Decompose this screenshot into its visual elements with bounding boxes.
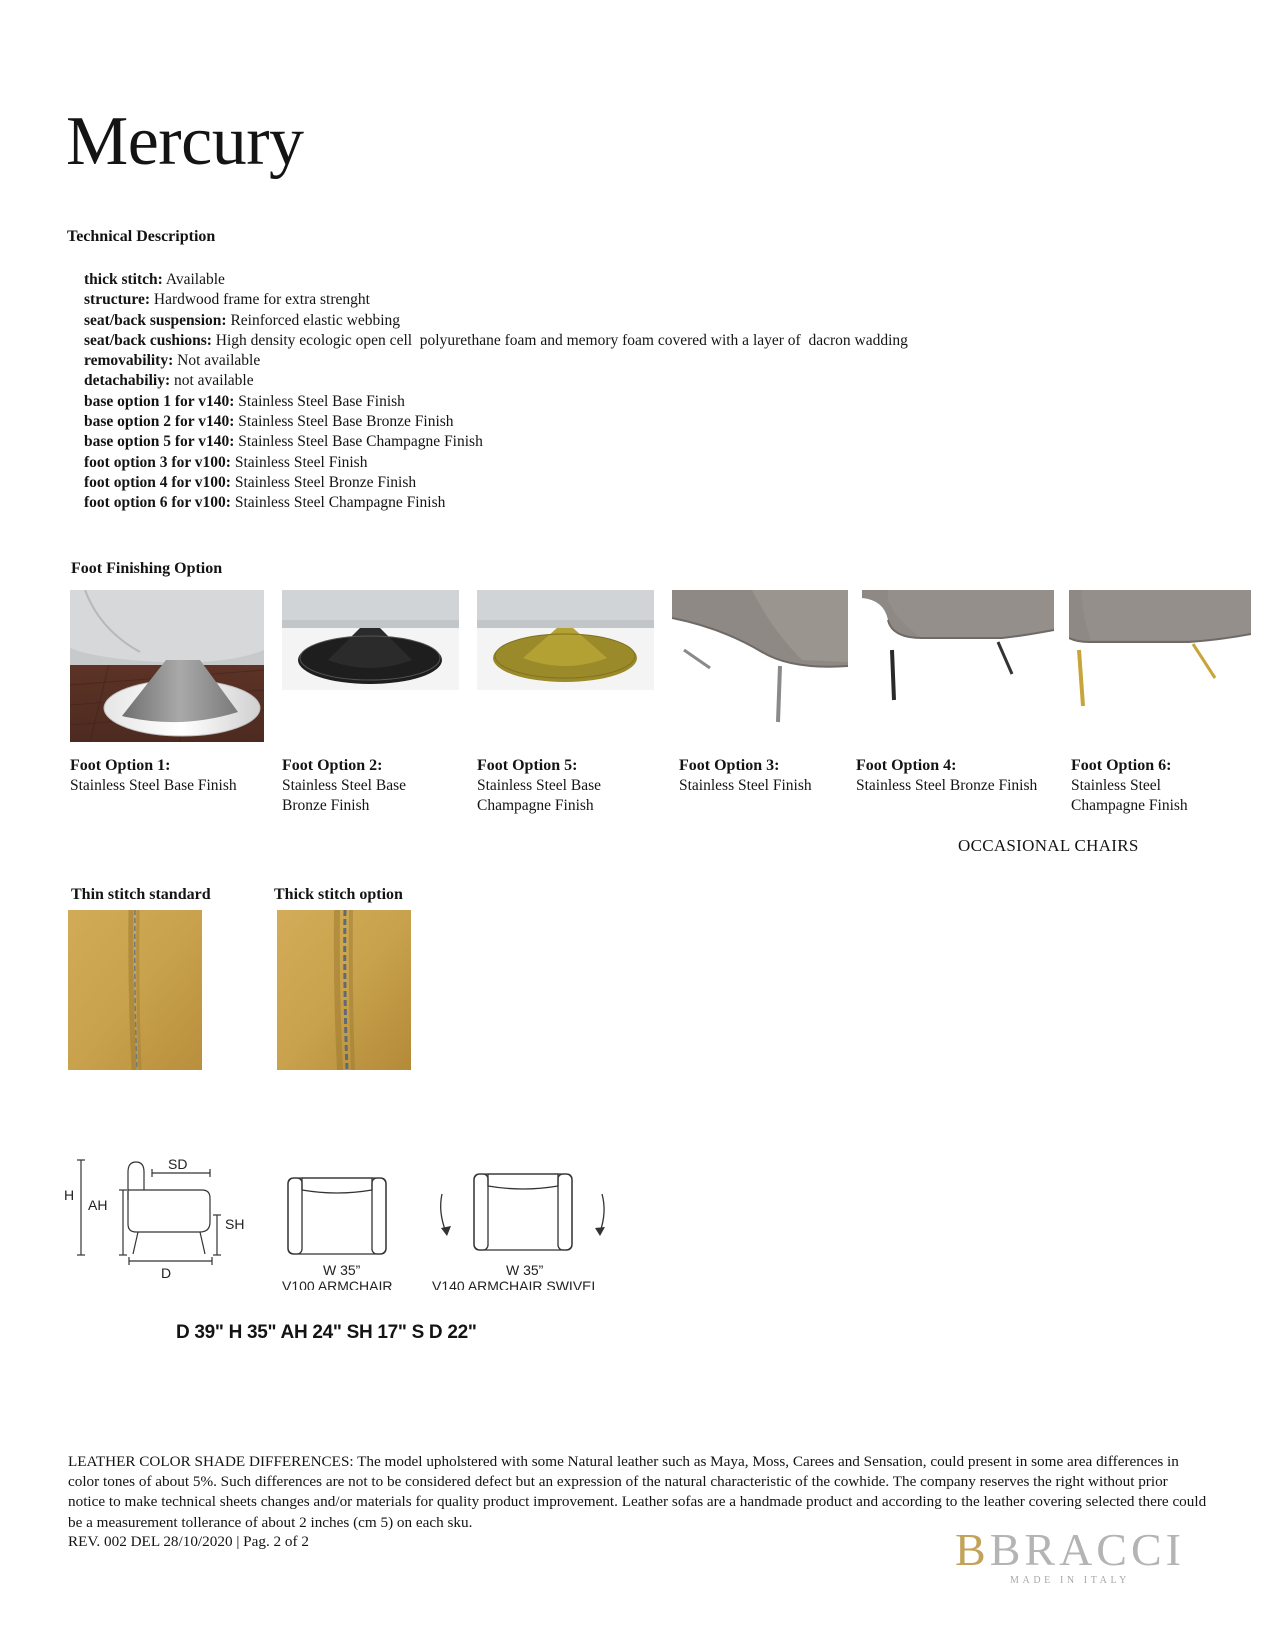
spec-value: Not available: [173, 352, 261, 370]
spec-row: [84, 412, 908, 432]
spec-label: detachabiliy:: [84, 372, 171, 390]
spec-value: Stainless Steel Finish: [230, 453, 368, 471]
foot-option-3-caption: Foot Option 3: Stainless Steel Finish: [679, 757, 812, 794]
rotate-left-arrow-icon: [441, 1226, 451, 1236]
spec-value: Stainless Steel Bronze Finish: [230, 473, 417, 491]
swivel-width: W 35”: [506, 1262, 544, 1278]
spec-value: Available: [162, 271, 225, 288]
foot-option-2-image: [282, 590, 459, 690]
swivel-top-view: [441, 1174, 604, 1250]
spec-label: foot option 6 for v100:: [84, 494, 231, 512]
foot-option-4-image: [862, 590, 1054, 725]
foot-option-5-caption: Foot Option 5: Stainless Steel Base Champagne Finish: [477, 757, 601, 814]
spec-label: foot option 4 for v100:: [84, 473, 231, 491]
sd-label: SD: [168, 1156, 188, 1172]
thick-stitch-swatch: [277, 910, 411, 1070]
spec-value: Hardwood frame for extra strenght: [150, 291, 370, 309]
spec-value: Stainless Steel Base Bronze Finish: [234, 413, 454, 431]
foot-option-3-image: [672, 590, 848, 725]
spec-label: seat/back cushions:: [84, 331, 212, 349]
spec-label: base option 1 for v140:: [84, 392, 235, 410]
dimensions-summary: D 39" H 35" AH 24" SH 17" S D 22": [176, 1322, 477, 1343]
rotate-right-arrow-icon: [595, 1227, 605, 1236]
spec-value: not available: [170, 372, 254, 390]
page-title: Mercury: [66, 103, 304, 180]
spec-row: [84, 473, 908, 493]
spec-label: foot option 3 for v100:: [84, 453, 231, 471]
technical-description-heading: Technical Description: [67, 228, 216, 245]
foot-finishing-heading: Foot Finishing Option: [71, 560, 223, 577]
spec-value: Reinforced elastic webbing: [226, 311, 401, 329]
spec-value: Stainless Steel Base Champagne Finish: [234, 433, 483, 451]
spec-value: High density ecologic open cell polyurethane foam and memory foam covered with a layer of dacron wadding: [211, 331, 908, 349]
foot-option-6-image: [1069, 590, 1251, 725]
spec-row: [84, 432, 908, 452]
spec-row: [84, 290, 908, 310]
spec-label: seat/back suspension:: [84, 311, 227, 329]
spec-row: [84, 311, 908, 331]
foot-option-5-image: [477, 590, 654, 690]
armchair-top-view: [288, 1178, 386, 1254]
spec-row: [84, 493, 908, 513]
d-label: D: [161, 1265, 172, 1281]
foot-option-6-caption: Foot Option 6: Stainless Steel Champagne Finish: [1071, 757, 1188, 814]
spec-row: [84, 270, 908, 290]
dimension-diagrams: [60, 1150, 620, 1290]
bracci-logo: [930, 1525, 1210, 1586]
spec-row: [84, 453, 908, 473]
spec-row: [84, 351, 908, 371]
spec-value: Stainless Steel Base Finish: [234, 392, 405, 410]
logo-tagline: MADE IN ITALY: [1010, 1575, 1130, 1586]
ah-label: AH: [88, 1197, 108, 1213]
category-label: OCCASIONAL CHAIRS: [958, 836, 1139, 855]
logo-first-letter: B: [955, 1524, 990, 1575]
logo-word: BRACCI: [989, 1524, 1185, 1575]
foot-option-2-caption: Foot Option 2: Stainless Steel Base Bronze Finish: [282, 757, 406, 814]
spec-row: [84, 331, 908, 351]
h-label: H: [64, 1187, 75, 1203]
armchair-name: V100 ARMCHAIR: [282, 1278, 393, 1290]
spec-row: [84, 371, 908, 391]
spec-label: removability:: [84, 352, 174, 370]
thin-stitch-swatch: [68, 910, 202, 1070]
spec-row: [84, 392, 908, 412]
spec-label: structure:: [84, 291, 150, 309]
spec-label: thick stitch:: [84, 271, 163, 288]
foot-option-4-caption: Foot Option 4: Stainless Steel Bronze Finish: [856, 757, 1038, 794]
swivel-name: V140 ARMCHAIR SWIVEL: [432, 1278, 600, 1290]
thick-stitch-label: Thick stitch option: [274, 886, 403, 903]
revision-info: REV. 002 DEL 28/10/2020 | Pag. 2 of 2: [68, 1533, 309, 1550]
spec-label: base option 5 for v140:: [84, 433, 235, 451]
spec-list: [84, 270, 908, 514]
foot-option-1-caption: Foot Option 1: Stainless Steel Base Finish: [70, 757, 237, 794]
spec-value: Stainless Steel Champagne Finish: [230, 494, 446, 512]
spec-label: base option 2 for v140:: [84, 413, 235, 431]
armchair-width: W 35”: [323, 1262, 361, 1278]
disclaimer-text: LEATHER COLOR SHADE DIFFERENCES: The model upholstered with some Natural leather such as Maya, Moss, Carees and Sensation, could present in some area differences in color tones of about 5%. Such differences are not to be considered defect but an expression of the natural characteristic of the cowhide. The company reserves the right without prior notice to make technical sheets changes and/or materials for quality product improvement. Leather sofas are a handmade product and according to the leather covering selected there could be a measurement tollerance of about 2 inches (cm 5) on each sku.: [68, 1453, 1207, 1531]
thin-stitch-label: Thin stitch standard: [71, 886, 211, 903]
foot-option-1-image: [70, 590, 264, 742]
sh-label: SH: [225, 1216, 245, 1232]
